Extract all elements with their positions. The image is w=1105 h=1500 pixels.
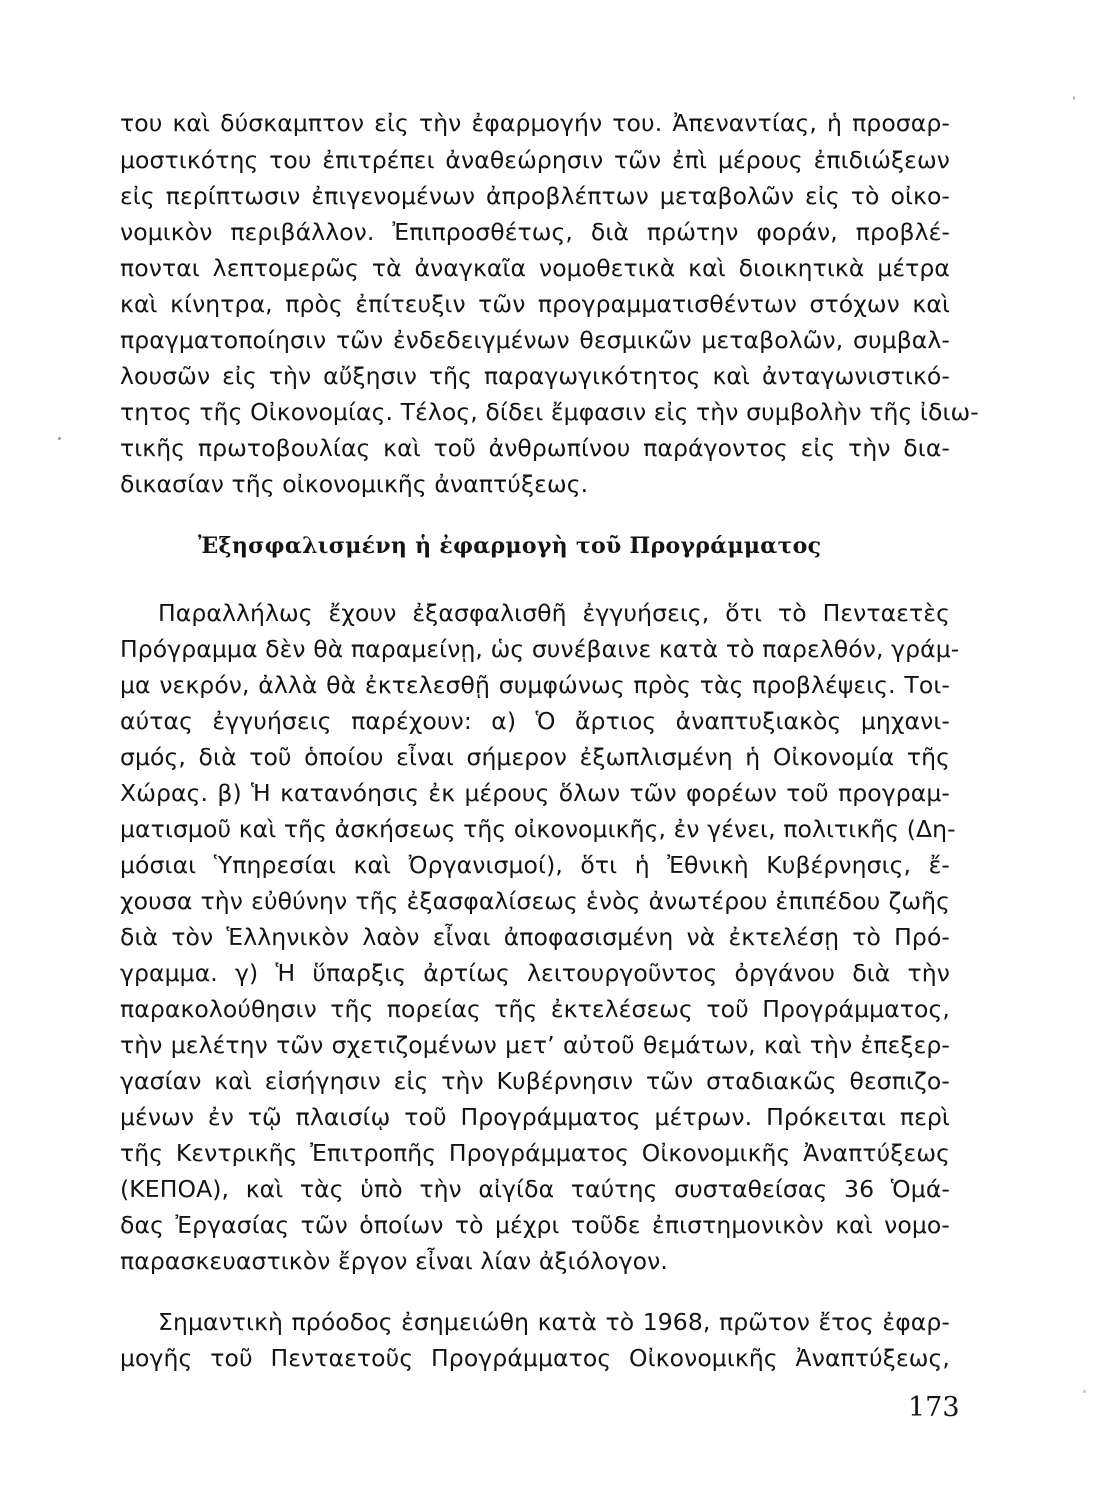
- text-line: καὶ κίνητρα, πρὸς ἐπίτευξιν τῶν προγραμματισθέντων στόχων καὶ: [120, 290, 950, 318]
- text-line: τητος τῆς Οἰκονομίας. Τέλος, δίδει ἔμφασιν εἰς τὴν συμβολὴν τῆς ἰδιω-: [120, 398, 979, 426]
- text-line: διὰ τὸν Ἑλληνικὸν λαὸν εἶναι ἀποφασισμένη νὰ ἐκτελέσῃ τὸ Πρό-: [120, 923, 950, 951]
- text-line: πονται λεπτομερῶς τὰ ἀναγκαῖα νομοθετικὰ καὶ διοικητικὰ μέτρα: [120, 254, 950, 282]
- text-line: (ΚΕΠΟΑ), καὶ τὰς ὑπὸ τὴν αἰγίδα ταύτης συσταθείσας 36 Ὁμά-: [120, 1175, 950, 1203]
- text-line: παρακολούθησιν τῆς πορείας τῆς ἐκτελέσεως τοῦ Προγράμματος,: [120, 995, 950, 1023]
- section-heading: Ἐξησφαλισμένη ἡ ἐφαρμογὴ τοῦ Προγράμματος: [198, 533, 822, 559]
- text-line: νομικὸν περιβάλλον. Ἐπιπροσθέτως, διὰ πρώτην φοράν, προβλέ-: [120, 218, 950, 246]
- text-line: πραγματοποίησιν τῶν ἐνδεδειγμένων θεσμικῶν μεταβολῶν, συμβαλ-: [120, 326, 950, 354]
- text-line: Πρόγραμμα δὲν θὰ παραμείνῃ, ὡς συνέβαινε κατὰ τὸ παρελθόν, γράμ-: [120, 635, 960, 663]
- scan-speck: [1073, 96, 1075, 100]
- text-line: παρασκευαστικὸν ἔργον εἶναι λίαν ἀξιόλογον.: [120, 1247, 668, 1275]
- text-line: γασίαν καὶ εἰσήγησιν εἰς τὴν Κυβέρνησιν τῶν σταδιακῶς θεσπιζο-: [120, 1067, 950, 1095]
- text-line: αύτας ἐγγυήσεις παρέχουν: α) Ὁ ἄρτιος ἀναπτυξιακὸς μηχανι-: [120, 707, 950, 735]
- text-line: λουσῶν εἰς τὴν αὔξησιν τῆς παραγωγικότητος καὶ ἀνταγωνιστικό-: [120, 362, 950, 390]
- text-line: τῆς Κεντρικῆς Ἐπιτροπῆς Προγράμματος Οἰκονομικῆς Ἀναπτύξεως: [120, 1139, 950, 1167]
- text-line: ματισμοῦ καὶ τῆς ἀσκήσεως τῆς οἰκονομικῆς, ἐν γένει, πολιτικῆς (Δη-: [120, 815, 956, 843]
- text-line: χουσα τὴν εὐθύνην τῆς ἐξασφαλίσεως ἑνὸς ἀνωτέρου ἐπιπέδου ζωῆς: [120, 887, 950, 915]
- text-line: μοστικότης του ἐπιτρέπει ἀναθεώρησιν τῶν ἐπὶ μέρους ἐπιδιώξεων: [120, 146, 950, 174]
- text-line: μα νεκρόν, ἀλλὰ θὰ ἐκτελεσθῇ συμφώνως πρὸς τὰς προβλέψεις. Τοι-: [120, 671, 950, 699]
- text-line: μένων ἐν τῷ πλαισίῳ τοῦ Προγράμματος μέτρων. Πρόκειται περὶ: [120, 1103, 950, 1131]
- scan-speck: [1083, 1390, 1086, 1393]
- scan-speck: [58, 437, 61, 440]
- text-line: Χώρας. β) Ἡ κατανόησις ἐκ μέρους ὅλων τῶν φορέων τοῦ προγραμ-: [120, 779, 950, 807]
- text-line: δικασίαν τῆς οἰκονομικῆς ἀναπτύξεως.: [120, 470, 589, 498]
- text-line: μόσιαι Ὑπηρεσίαι καὶ Ὀργανισμοί), ὅτι ἡ Ἐθνικὴ Κυβέρνησις, ἔ-: [120, 851, 950, 879]
- text-line: του καὶ δύσκαμπτον εἰς τὴν ἐφαρμογήν του. Ἀπεναντίας, ἡ προσαρ-: [120, 109, 950, 137]
- text-line: εἰς περίπτωσιν ἐπιγενομένων ἀπροβλέπτων μεταβολῶν εἰς τὸ οἰκο-: [120, 182, 950, 210]
- text-line: τὴν μελέτην τῶν σχετιζομένων μετ’ αὐτοῦ θεμάτων, καὶ τὴν ἐπεξερ-: [120, 1031, 950, 1059]
- text-line: Παραλλήλως ἔχουν ἐξασφαλισθῆ ἐγγυήσεις, ὅτι τὸ Πενταετὲς: [158, 599, 950, 627]
- text-line: μογῆς τοῦ Πενταετοῦς Προγράμματος Οἰκονομικῆς Ἀναπτύξεως,: [120, 1344, 950, 1372]
- text-line: τικῆς πρωτοβουλίας καὶ τοῦ ἀνθρωπίνου παράγοντος εἰς τὴν δια-: [120, 434, 950, 462]
- text-line: Σημαντικὴ πρόοδος ἐσημειώθη κατὰ τὸ 1968, πρῶτον ἔτος ἐφαρ-: [158, 1308, 950, 1336]
- text-line: δας Ἐργασίας τῶν ὁποίων τὸ μέχρι τοῦδε ἐπιστημονικὸν καὶ νομο-: [120, 1211, 950, 1239]
- text-line: γραμμα. γ) Ἡ ὕπαρξις ἀρτίως λειτουργοῦντος ὀργάνου διὰ τὴν: [120, 959, 950, 987]
- text-line: σμός, διὰ τοῦ ὁποίου εἶναι σήμερον ἐξωπλισμένη ἡ Οἰκονομία τῆς: [120, 743, 950, 771]
- page-number: 173: [908, 1392, 960, 1423]
